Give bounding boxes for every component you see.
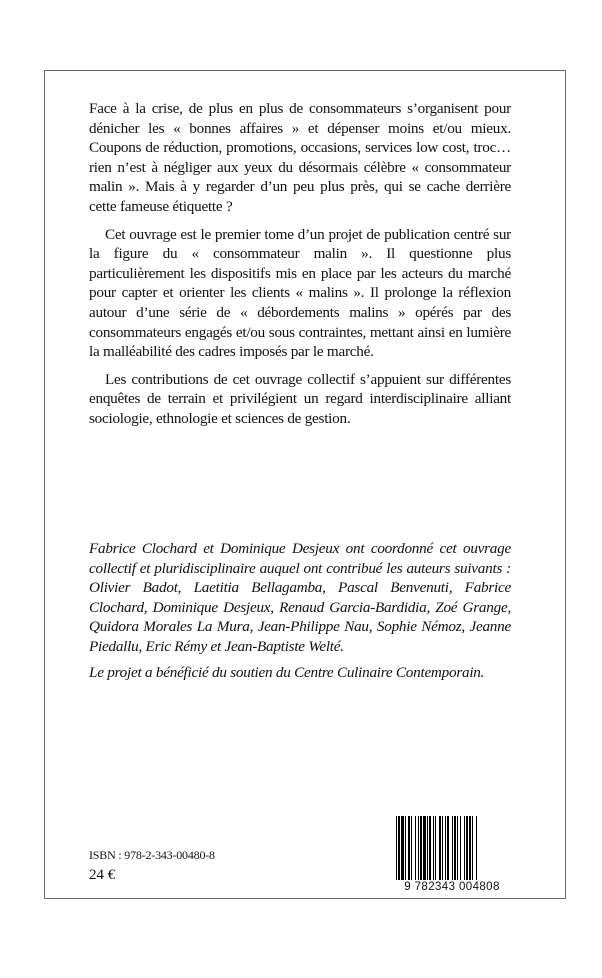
isbn: ISBN : 978-2-343-00480-8 (89, 848, 215, 862)
description (89, 99, 511, 437)
back-cover (44, 70, 566, 899)
contributors-credit: Fabrice Clochard et Dominique Desjeux ont coordonné cet ouvrage collectif et pluridisciplinaire auquel ont contribué les auteurs suivants : Olivier Badot, Laetitia Bellagamba, Pascal Benvenuti, Fabrice Clochard, Dominique Desjeux, Renaud Garcia-Bardidia, Zoé Grange, Quidora Morales La Mura, Jean-Philippe Nau, Sophie Némoz, Jeanne Piedallu, Eric Rémy et Jean-Baptiste Welté. (89, 540, 511, 655)
support-credit: Le projet a bénéficié du soutien du Centre Culinaire Contemporain. (89, 663, 485, 681)
price: 24 € (89, 867, 116, 883)
barcode-graphic (394, 816, 510, 883)
barcode-number: 9 782343 004808 (404, 881, 500, 893)
barcode-icon (394, 816, 510, 883)
credits-block (89, 539, 511, 688)
paragraph-intro: Face à la crise, de plus en plus de consommateurs s’organisent pour dénicher les « bonnes affaires » et dépenser moins et/ou mieux. Coupons de réduction, promotions, occasions, services low cost, troc… rien n’est à négliger aux yeux du désormais célèbre « consommateur malin ». Mais à y regarder d’un peu plus près, qui se cache derrière cette fameuse étiquette ? (89, 100, 511, 215)
paragraph-scope: Cet ouvrage est le premier tome d’un projet de publication centré sur la figure du « consommateur malin ». Il questionne plus particulièrement les dispositifs mis en place par les acteurs du marché pour capter et orienter les clients « malins ». Il prolonge la réflexion autour d’une série de « débordements malins » opérés par des consommateurs engagés et/ou sous contraintes, mettant ainsi en lumière la malléabilité des cadres imposés par le marché. (89, 225, 511, 361)
paragraph-method: Les contributions de cet ouvrage collectif s’appuient sur différentes enquêtes de terrain et privilégient un regard interdisciplinaire alliant sociologie, ethnologie et sciences de gestion. (89, 370, 511, 427)
